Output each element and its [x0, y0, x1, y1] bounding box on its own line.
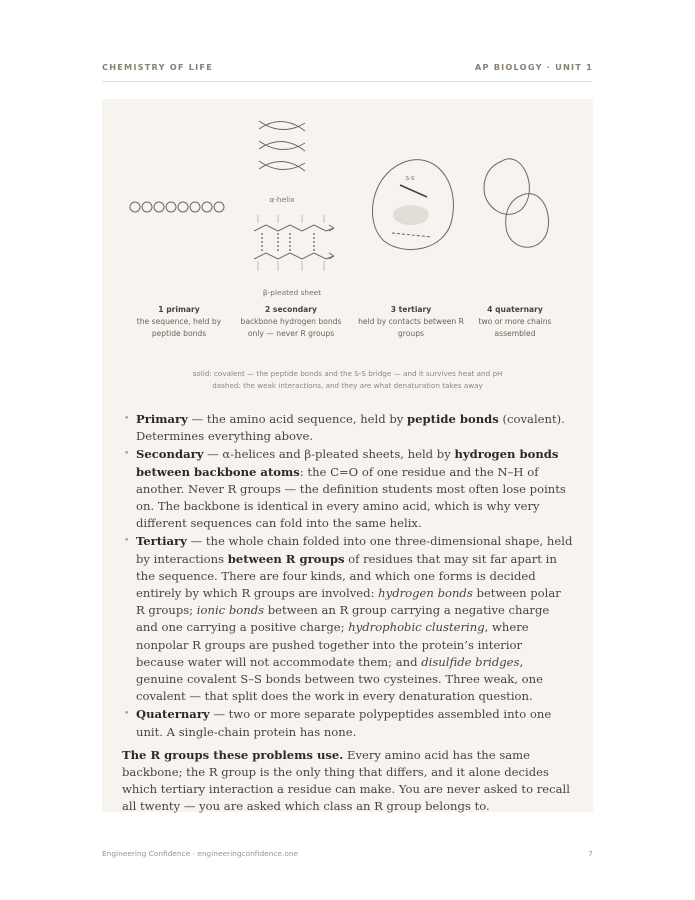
caption-primary: 1 primary the sequence, held by peptide bonds	[136, 305, 222, 338]
primary-chain	[130, 202, 224, 212]
chapter-title: CHEMISTRY OF LIFE	[102, 62, 214, 72]
caption-quaternary: 4 quaternary two or more chains assembled	[478, 305, 552, 338]
legend-solid: solid: covalent — the peptide bonds and the S-S bridge — and it survives heat and pH	[192, 369, 503, 378]
content-panel	[102, 99, 593, 812]
list-item-secondary: • Secondary — α-helices and β-pleated sheets, held by hydrogen bonds between backbone atoms: the C=O of one residue and the N–H of another. Never R groups — the definition students most often lose points on. The backbone is identical in every amino acid, which is why very different sequences can fold into the same helix.	[136, 446, 573, 532]
page-number: 7	[588, 849, 593, 858]
figure-legend	[102, 368, 593, 392]
course-unit: AP BIOLOGY · UNIT 1	[474, 62, 593, 72]
quaternary-chains	[484, 159, 549, 247]
disulfide-label: S-S	[405, 176, 415, 182]
list-item-quaternary: • Quaternary — two or more separate polypeptides assembled into one unit. A single-chain protein has none.	[136, 706, 573, 740]
beta-sheet-label: β-pleated sheet	[262, 288, 322, 297]
list-item-primary: • Primary — the amino acid sequence, held by peptide bonds (covalent). Determines everything above.	[136, 411, 573, 445]
structure-levels-list	[122, 411, 573, 741]
caption-secondary: 2 secondary backbone hydrogen bonds only — never R groups	[240, 305, 342, 338]
alpha-helix-label: α-helix	[269, 195, 295, 204]
legend-dashed: dashed: the weak interactions, and they are what denaturation takes away	[212, 381, 483, 390]
caption-tertiary: 3 tertiary held by contacts between R groups	[358, 305, 464, 338]
protein-structure-diagram	[102, 99, 593, 399]
tertiary-fold	[372, 160, 453, 250]
alpha-helix	[259, 121, 305, 171]
footer-site: Engineering Confidence · engineeringconfidence.one	[102, 849, 299, 858]
beta-sheet	[254, 215, 334, 271]
page-header	[102, 62, 593, 82]
body-text	[122, 411, 573, 816]
list-item-tertiary: • Tertiary — the whole chain folded into one three-dimensional shape, held by interactions between R groups of residues that may sit far apart in the sequence. There are four kinds, and which one forms is decided entirely by which R groups are involved: hydrogen bonds between polar R groups; ionic bonds between an R group carrying a negative charge and one carrying a positive charge; hydrophobic clustering, where nonpolar R groups are pushed together into the protein’s interior because water will not accommodate them; and disulfide bridges, genuine covalent S–S bonds between two cysteines. Three weak, one covalent — that split does the work in every denaturation question.	[136, 533, 573, 705]
closing-paragraph: The R groups these problems use. Every amino acid has the same backbone; the R group is the only thing that differs, and it alone decides which tertiary interaction a residue can make. You are never asked to recall all twenty — you are asked which class an R group belongs to.	[122, 747, 570, 814]
